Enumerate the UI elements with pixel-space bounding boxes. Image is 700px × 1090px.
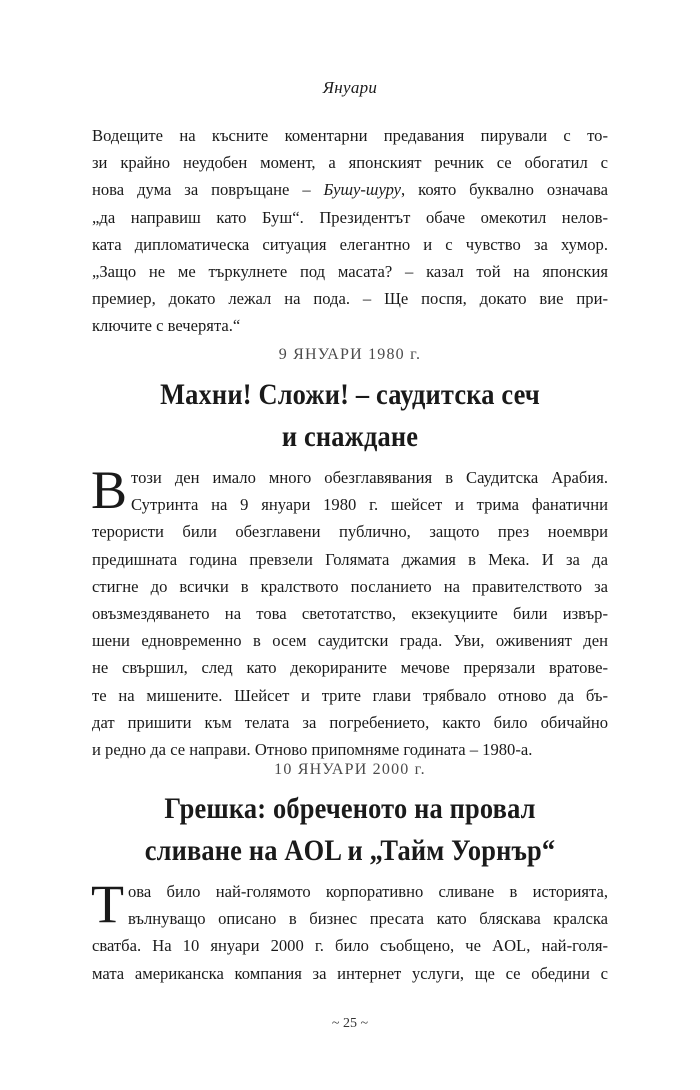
intro-line-1: Водещите на късните коментарни предавания пирували с то- [92, 126, 608, 145]
article-2-line-3: сватба. На 10 януари 2000 г. било съобщено, че AOL, най-голя- [92, 936, 608, 956]
article-1-line-1: този ден имало много обезглавявания в Саудитска Арабия. [131, 468, 608, 487]
article-2-line-4: мата американска компания за интернет услуги, ще се обедини с [92, 963, 608, 983]
article-2-line-2: вълнуващо описано в бизнес пресата като бляскава кралска [128, 909, 608, 929]
article-2-date: 10 ЯНУАРИ 2000 г. [274, 761, 426, 778]
intro-paragraph [92, 122, 608, 340]
article-1-line-7: шени едновременно в осем саудитски града. Уви, оживеният ден [92, 631, 608, 651]
running-head: Януари [322, 78, 378, 97]
intro-line-4 [92, 204, 608, 231]
article-1-line-3: терористи били обезглавени публично, защото през ноември [92, 522, 608, 542]
article-1-line-8: не свършил, след като декорираните мечове прерязали вратове- [92, 658, 608, 678]
intro-line-3 [92, 176, 608, 203]
article-2-body [91, 874, 608, 987]
intro-line-4-text: да направиш като Буш“. Президентът обаче омекотил нелов- [99, 207, 608, 227]
article-1-line-6: овъзмездяването на това светотатство, екзекуциите били извър- [92, 603, 608, 623]
article-1-line-2: Сутринта на 9 януари 1980 г. шейсет и трима фанатични [131, 495, 608, 515]
article-2-title-line-2: сливане на AOL и „Тайм Уорнър“ [144, 834, 556, 867]
article-1-title [95, 374, 605, 458]
intro-line-8: ключите с вечерята.“ [92, 316, 241, 336]
article-2-title [95, 788, 605, 872]
article-1-date: 9 ЯНУАРИ 1980 г. [278, 346, 422, 363]
intro-line-3-tail: , която буквално означава [401, 180, 608, 200]
article-1-line-11: и редно да се направи. Отново припомняме годината – 1980-а. [92, 739, 533, 759]
intro-line-3-head: нова дума за повръщане – [92, 180, 311, 200]
intro-line-2: зи крайно неудобен момент, а японският речник се обогатил с [92, 153, 608, 173]
article-1-dropcap: В [91, 460, 128, 520]
article-2-title-line-1: Грешка: обреченото на провал [164, 792, 536, 825]
article-2-dropcap: Т [91, 874, 124, 934]
article-1-body [91, 460, 608, 763]
article-1-title-line-1: Махни! Сложи! – саудитска сеч [160, 378, 540, 411]
article-1-line-5: стигне до всички в кралството посланието на правителството за [92, 576, 608, 596]
article-1-line-10: дат пришити към телата за погребението, както било обичайно [92, 712, 608, 732]
intro-line-5: ката дипломатическа ситуация елегантно и с чувство за хумор. [92, 234, 608, 254]
article-1-line-9: те на мишените. Шейсет и трите глави трябвало отново да бъ- [92, 685, 608, 705]
intro-line-7: премиер, докато лежал на пода. – Ще поспя, докато вие при- [92, 289, 608, 309]
intro-line-6: „Защо не ме търкулнете под масата? – казал той на японския [92, 261, 608, 281]
article-1-title-line-2: и снаждане [281, 420, 419, 453]
intro-line-4-quote: „ [92, 207, 100, 227]
article-2-line-1: ова било най-голямото корпоративно сливане в историята, [128, 882, 608, 901]
article-1-line-4: предишната година превзели Голямата джамия в Мека. И за да [92, 549, 608, 569]
italic-term: Бушу-шуру [323, 180, 402, 200]
page-number: ~ 25 ~ [331, 1016, 369, 1031]
